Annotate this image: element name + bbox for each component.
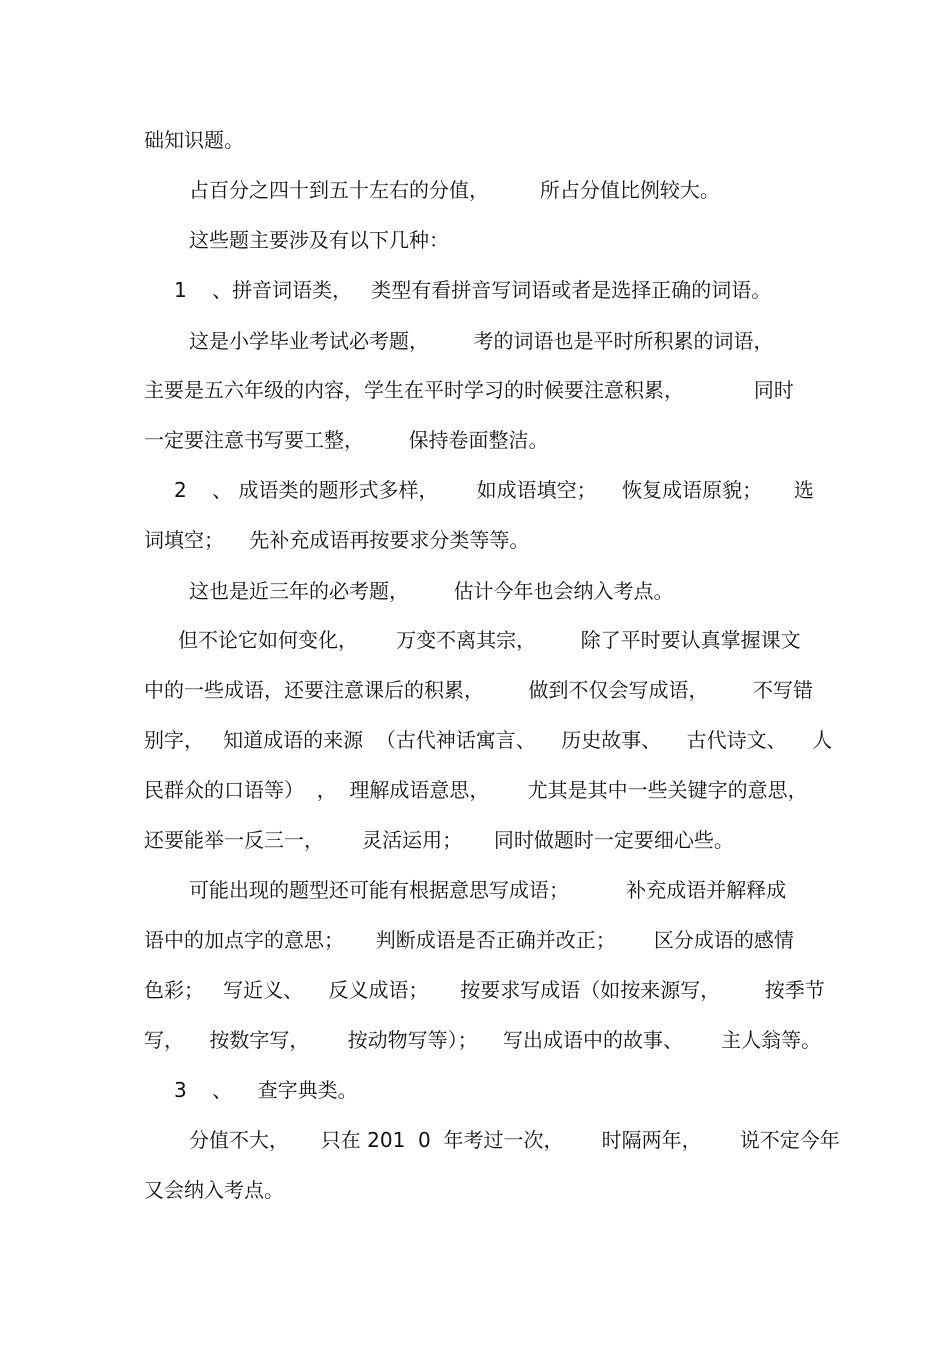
text-line: 语中的加点字的意思； 判断成语是否正确并改正； 区分成语的感情 — [144, 928, 794, 952]
text-line: 民群众的口语等） ， 理解成语意思， 尤其是其中一些关键字的意思， — [144, 778, 808, 802]
text-line: 这些题主要涉及有以下几种： — [189, 228, 449, 252]
text-line: 中的一些成语，还要注意课后的积累， 做到不仅会写成语， 不写错 — [144, 678, 814, 702]
text-line: 这也是近三年的必考题， 估计今年也会纳入考点。 — [189, 579, 674, 603]
text-line: 2 、 成语类的题形式多样， 如成语填空； 恢复成语原貌； 选 — [174, 478, 814, 502]
text-line: 3 、 查字典类。 — [174, 1078, 358, 1102]
text-line: 别字， 知道成语的来源 （古代神话寓言、 历史故事、 古代诗文、 人 — [144, 728, 833, 752]
text-line: 主要是五六年级的内容，学生在平时学习的时候要注意积累， 同时 — [144, 378, 794, 402]
text-line: 分值不大， 只在 201 0 年考过一次， 时隔两年， 说不定今年 — [189, 1128, 840, 1152]
text-line: 一定要注意书写要工整， 保持卷面整洁。 — [144, 428, 549, 452]
text-line: 础知识题。 — [144, 128, 244, 152]
text-line: 这是小学毕业考试必考题， 考的词语也是平时所积累的词语， — [189, 329, 774, 353]
text-line: 又会纳入考点。 — [144, 1178, 284, 1202]
text-line: 词填空； 先补充成语再按要求分类等等。 — [144, 528, 530, 552]
text-line: 占百分之四十到五十左右的分值， 所占分值比例较大。 — [189, 178, 720, 202]
text-line: 1 、拼音词语类， 类型有看拼音写词语或者是选择正确的词语。 — [174, 278, 772, 302]
text-line: 写， 按数字写， 按动物写等）； 写出成语中的故事、 主人翁等。 — [144, 1028, 822, 1052]
text-line: 色彩； 写近义、 反义成语； 按要求写成语（如按来源写， 按季节 — [144, 978, 825, 1002]
text-line: 可能出现的题型还可能有根据意思写成语； 补充成语并解释成 — [189, 878, 787, 902]
text-line: 但不论它如何变化， 万变不离其宗， 除了平时要认真掌握课文 — [178, 628, 801, 652]
text-line: 还要能举一反三一， 灵活运用； 同时做题时一定要细心些。 — [144, 828, 734, 852]
